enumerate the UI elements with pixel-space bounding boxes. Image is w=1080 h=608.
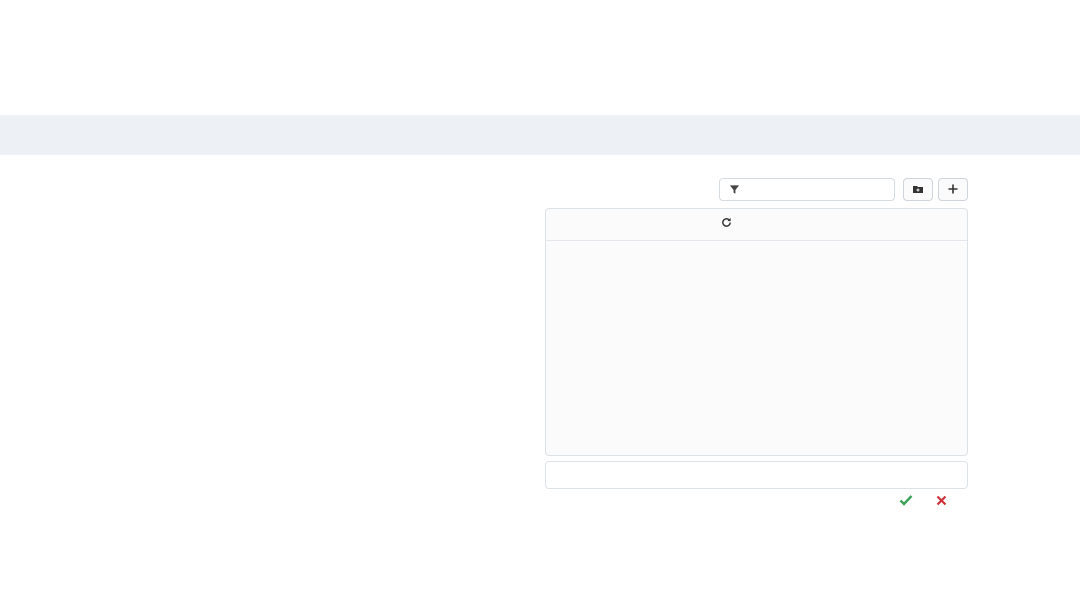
- pass-total-icon: [899, 494, 913, 506]
- suggestions-panel: [545, 208, 968, 456]
- subtitle-band: [0, 115, 1080, 155]
- add-folder-button[interactable]: [903, 178, 933, 201]
- fail-total-icon: [936, 495, 947, 506]
- suggestions-header: [546, 209, 967, 241]
- plus-icon: [947, 183, 959, 195]
- filter-icon: [729, 184, 740, 195]
- filter-input[interactable]: [719, 178, 895, 201]
- refresh-icon: [721, 217, 732, 228]
- suggestions-button[interactable]: [721, 217, 736, 229]
- folder-add-icon: [912, 183, 924, 195]
- empty-topic-message: [545, 461, 968, 489]
- add-test-button[interactable]: [938, 178, 968, 201]
